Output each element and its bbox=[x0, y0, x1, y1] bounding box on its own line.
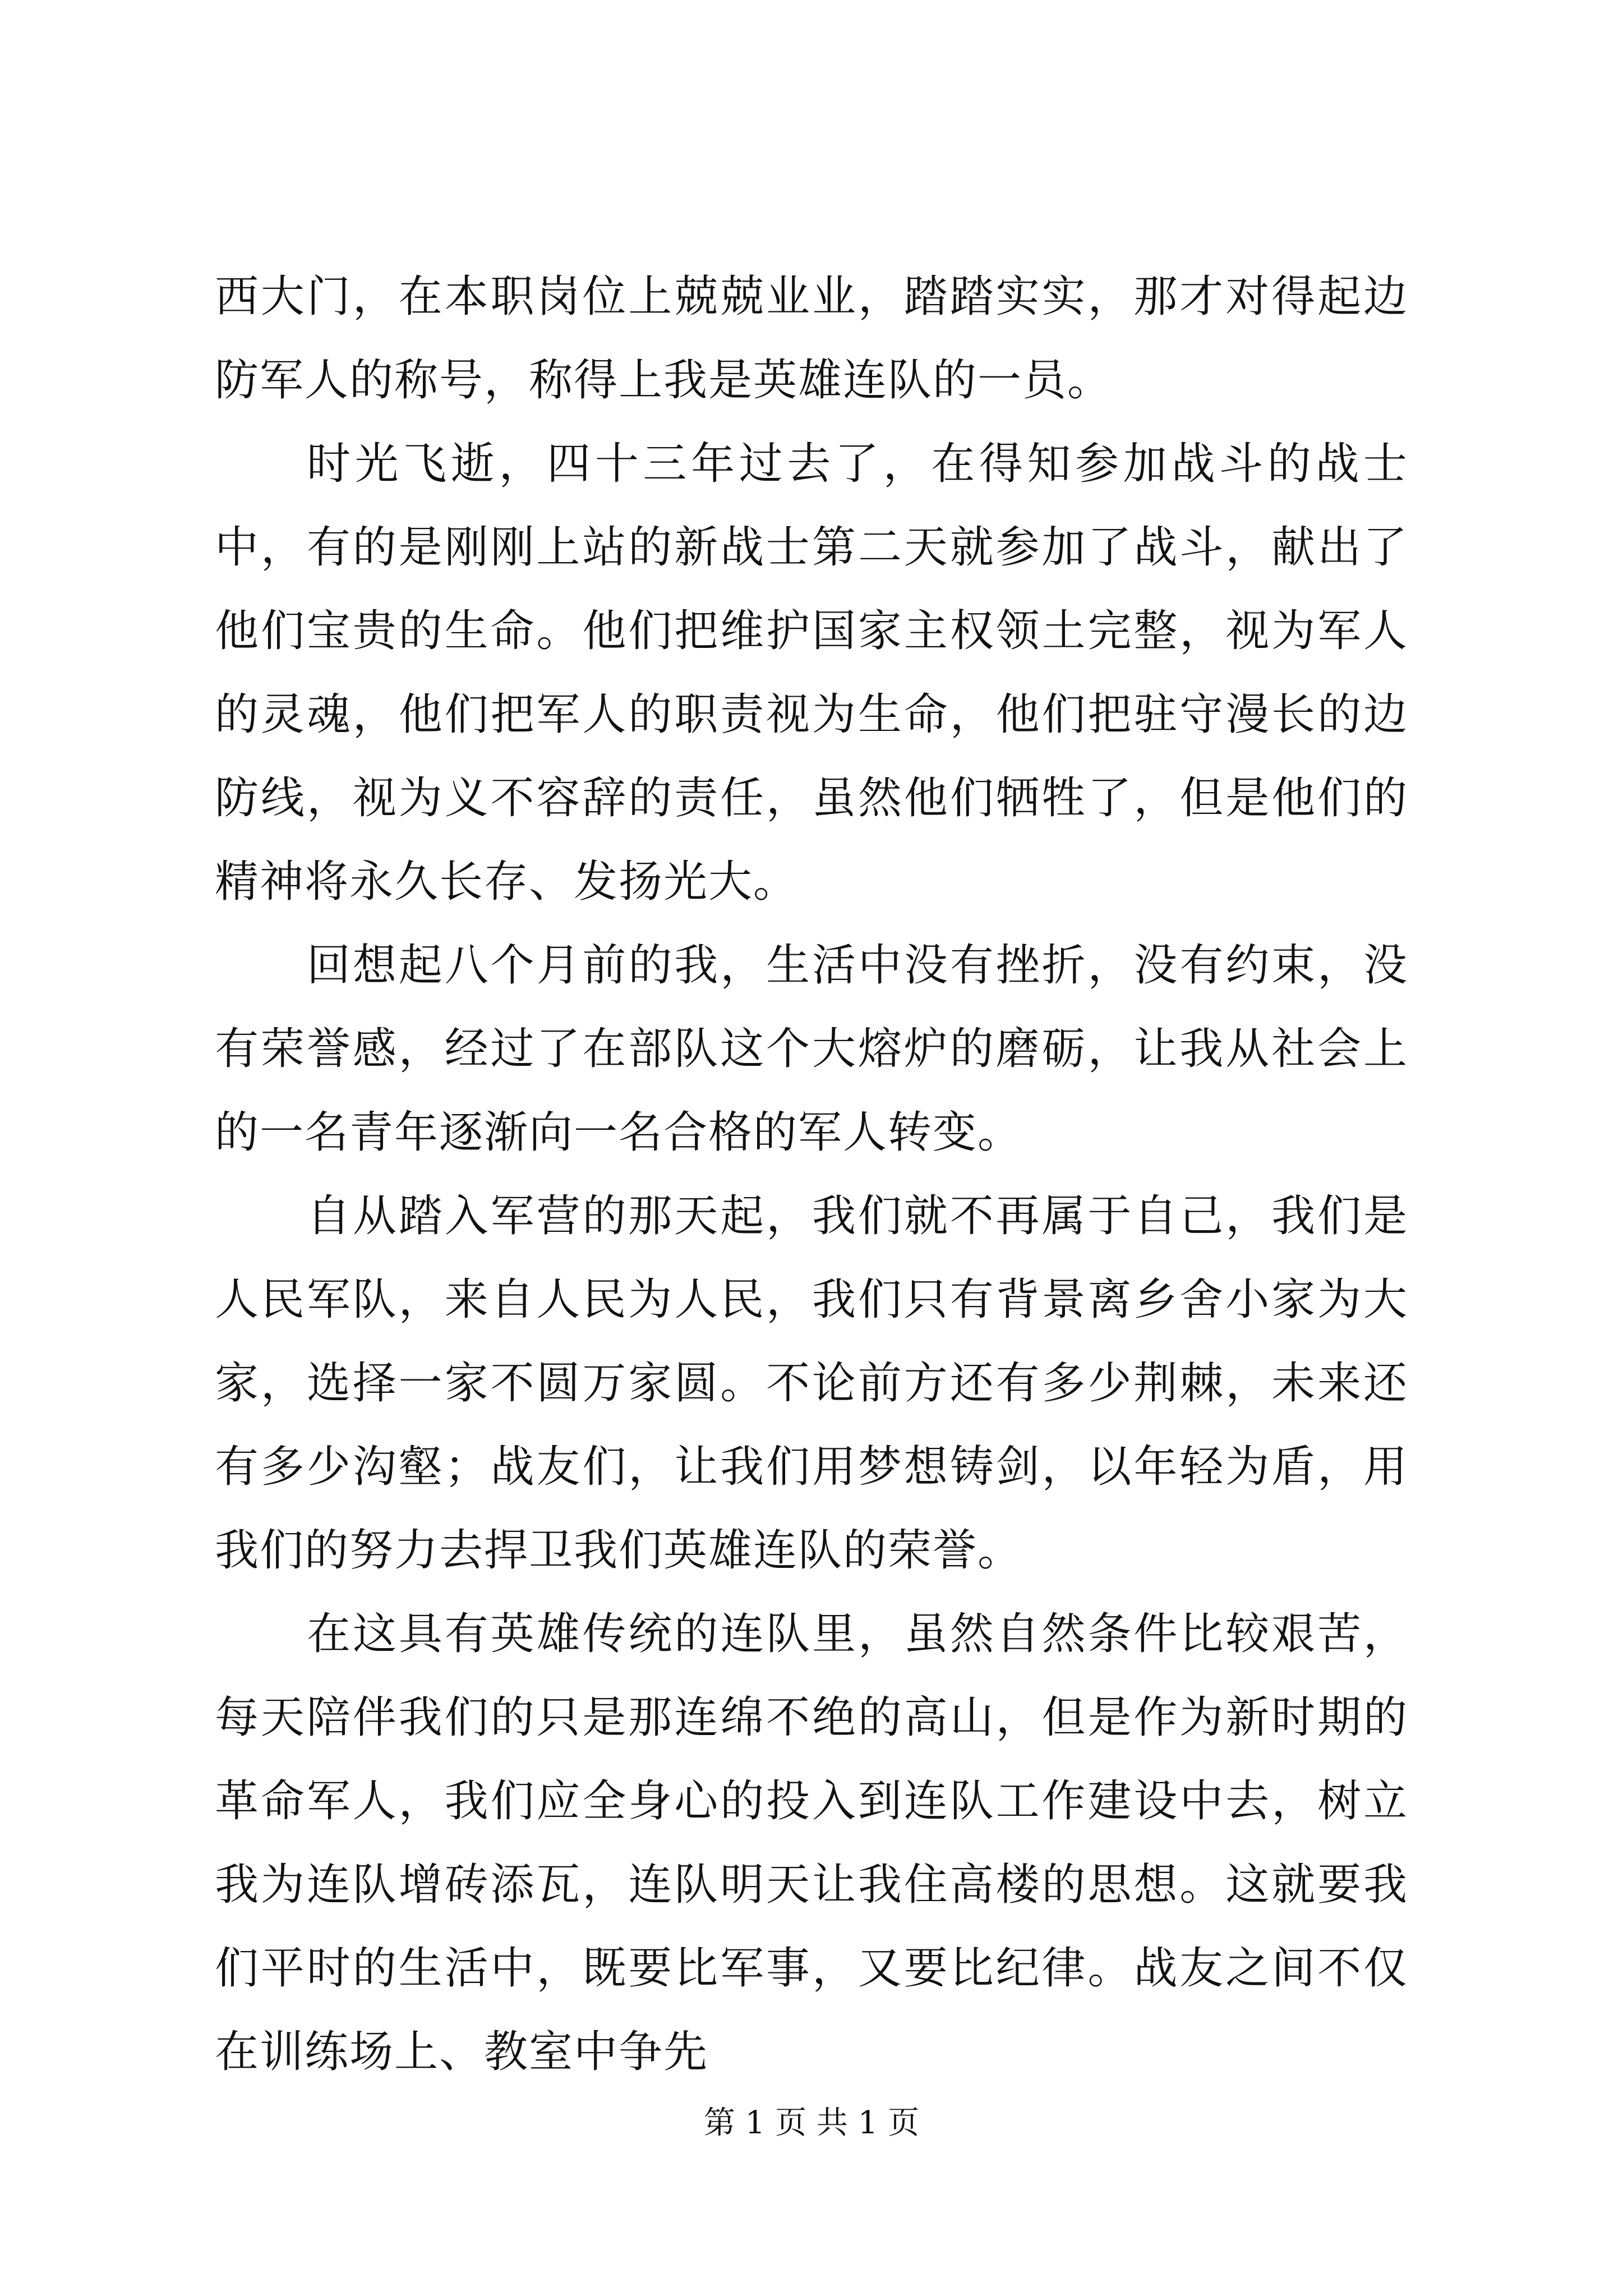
paragraph-1: 西大门，在本职岗位上兢兢业业，踏踏实实，那才对得起边防军人的称号，称得上我是英雄连队的一员。 bbox=[215, 272, 1408, 406]
paragraph-5: 在这具有英雄传统的连队里，虽然自然条件比较艰苦，每天陪伴我们的只是那连绵不绝的高山，但是作为新时期的革命军人，我们应全身心的投入到连队工作建设中去，树立我为连队增砖添瓦，连队明天让我住高楼的思想。这就要我们平时的生活中，既要比军事，又要比纪律。战友之间不仅在训练场上、教室中争先 bbox=[215, 1609, 1408, 2077]
paragraph-2: 时光飞逝，四十三年过去了，在得知参加战斗的战士中，有的是刚刚上站的新战士第二天就参加了战斗，献出了他们宝贵的生命。他们把维护国家主权领土完整，视为军人的灵魂，他们把军人的职责视为生命，他们把驻守漫长的边防线，视为义不容辞的责任，虽然他们牺牲了，但是他们的精神将永久长存、发扬光大。 bbox=[215, 439, 1408, 907]
page-footer: 第 1 页 共 1 页 bbox=[703, 2105, 920, 2141]
paragraph-4: 自从踏入军营的那天起，我们就不再属于自己，我们是人民军队，来自人民为人民，我们只有背景离乡舍小家为大家，选择一家不圆万家圆。不论前方还有多少荆棘，未来还有多少沟壑；战友们，让我们用梦想铸剑，以年轻为盾，用我们的努力去捍卫我们英雄连队的荣誉。 bbox=[215, 1191, 1408, 1576]
document-body bbox=[215, 255, 1408, 2094]
paragraph-3: 回想起八个月前的我，生活中没有挫折，没有约束，没有荣誉感，经过了在部队这个大熔炉的磨砺，让我从社会上的一名青年逐渐向一名合格的军人转变。 bbox=[215, 940, 1408, 1158]
